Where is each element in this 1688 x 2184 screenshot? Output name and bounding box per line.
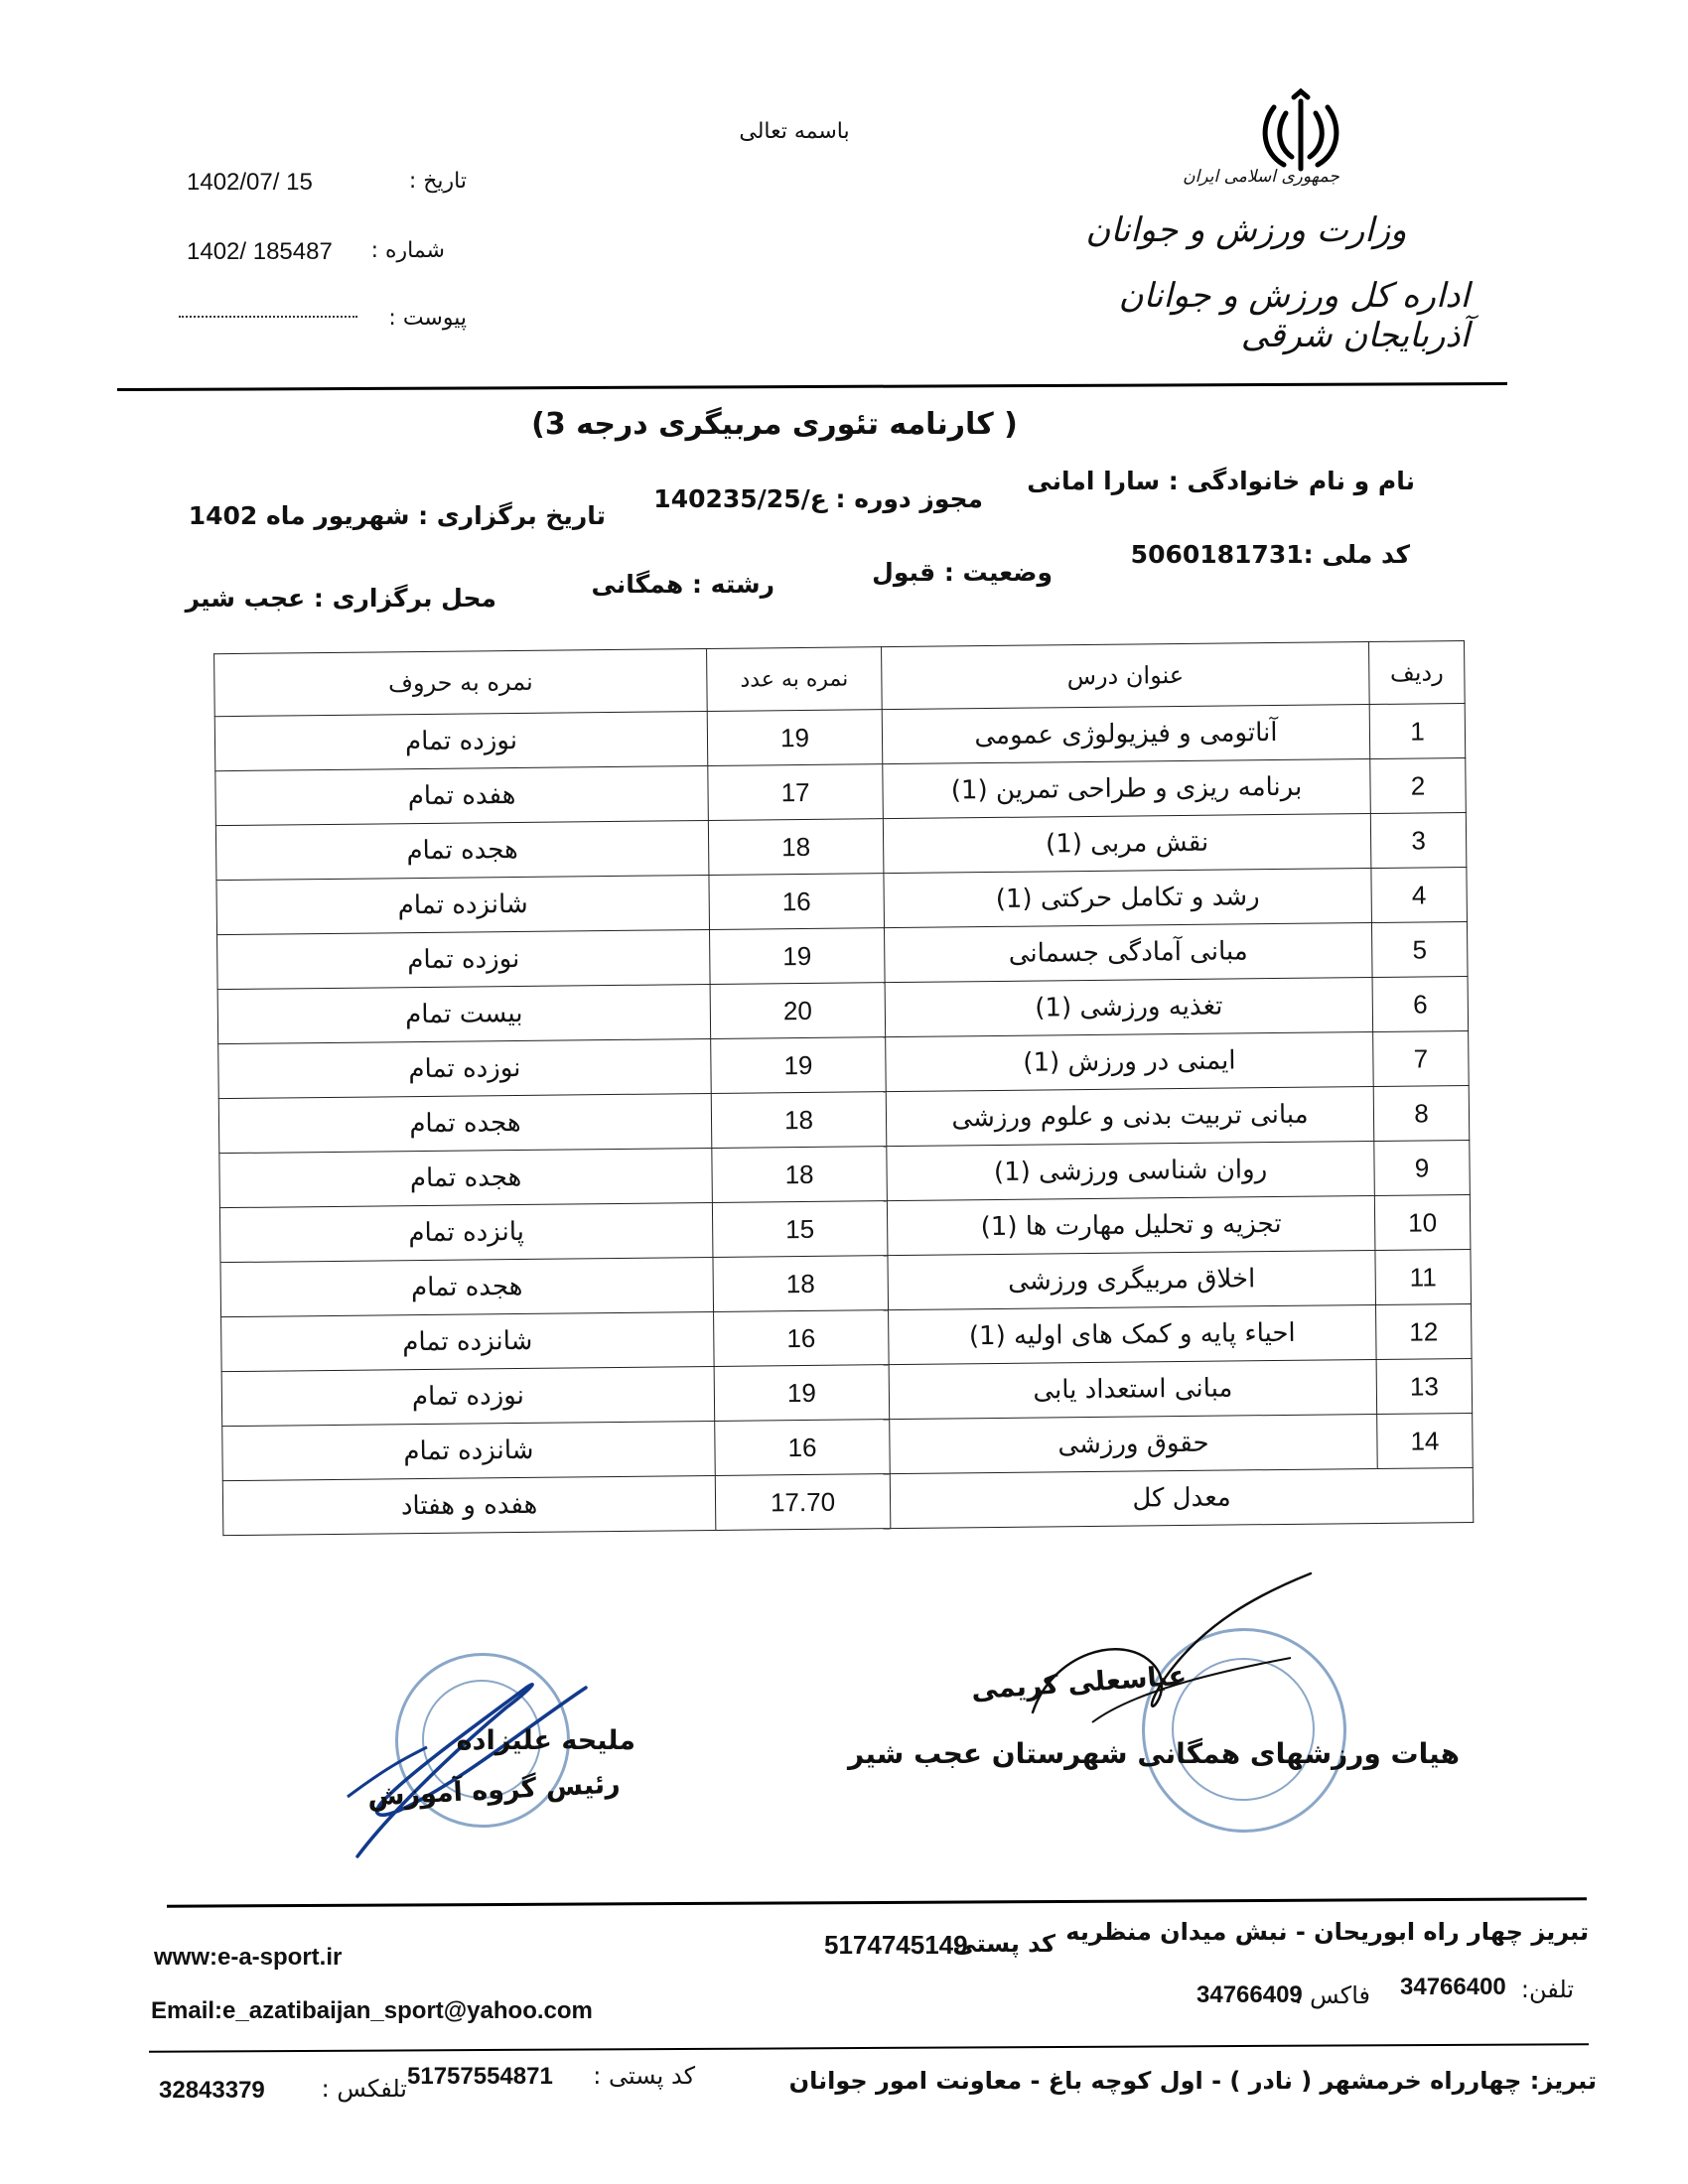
footer-postal-2-value: 51757554871 xyxy=(407,2063,553,2090)
grade-words-cell: هجده تمام xyxy=(219,1148,713,1207)
held-date: تاریخ برگزاری : شهریور ماه 1402 xyxy=(188,501,606,530)
grade-number-cell: 19 xyxy=(714,1365,890,1422)
row-number-cell: 2 xyxy=(1370,757,1467,813)
attachment-dots xyxy=(179,316,357,318)
grade-words-cell: نوزده تمام xyxy=(214,711,708,770)
grade-number-cell: 20 xyxy=(710,983,886,1039)
grade-number-cell: 18 xyxy=(711,1092,887,1149)
right-signer-name: عباسعلی کریمی xyxy=(969,1660,1188,1706)
date-value: 1402/07/ 15 xyxy=(187,169,313,196)
course-title-cell: روان شناسی ورزشی (1) xyxy=(887,1141,1375,1200)
number-label: شماره : xyxy=(370,238,445,263)
field-of-study: رشته : همگانی xyxy=(591,570,774,599)
row-number-cell: 10 xyxy=(1374,1194,1471,1250)
grade-words-cell: شانزده تمام xyxy=(216,875,710,934)
total-words-cell: هفده و هفتاد xyxy=(222,1475,716,1535)
footer-telefax-value: 32843379 xyxy=(159,2077,265,2104)
grade-number-cell: 16 xyxy=(714,1310,890,1367)
row-number-cell: 3 xyxy=(1370,812,1467,868)
footer-phone-label: تلفن: xyxy=(1520,1976,1574,2003)
footer-postal-1-label: کد پستی xyxy=(952,1930,1055,1958)
grade-number-cell: 18 xyxy=(712,1147,888,1203)
grades-body xyxy=(214,704,1474,1536)
course-title-cell: حقوق ورزشی xyxy=(890,1414,1378,1473)
course-title-cell: تجزیه و تحلیل مهارت ها (1) xyxy=(887,1195,1375,1255)
header-divider xyxy=(117,382,1507,391)
row-number-cell: 1 xyxy=(1369,704,1466,759)
footer-phone-value: 34766400 xyxy=(1400,1974,1506,2000)
total-label-cell: معدل کل xyxy=(890,1467,1474,1528)
attachment-label: پیوست : xyxy=(388,306,467,331)
student-name: نام و نام خانوادگی : سارا امانی xyxy=(1027,467,1415,495)
course-title-cell: اخلاق مربیگری ورزشی xyxy=(888,1250,1376,1309)
footer-address-2: تبریز: چهارراه خرمشهر ( نادر ) - اول کوچه باغ - معاونت امور جوانان xyxy=(788,2067,1597,2095)
grade-words-cell: هجده تمام xyxy=(218,1093,712,1153)
right-signer-title: هیات ورزشهای همگانی شهرستان عجب شیر xyxy=(847,1737,1460,1770)
header-num: نمره به عدد xyxy=(707,647,883,712)
footer-fax-label: فاکس : xyxy=(1294,1981,1370,2009)
header-course: عنوان درس xyxy=(882,642,1370,710)
grade-number-cell: 19 xyxy=(711,1037,887,1094)
status: وضعیت : قبول xyxy=(872,558,1053,587)
row-number-cell: 6 xyxy=(1372,976,1469,1031)
grade-words-cell: هجده تمام xyxy=(215,820,709,880)
grade-words-cell: نوزده تمام xyxy=(221,1366,715,1426)
grade-number-cell: 15 xyxy=(712,1201,888,1258)
footer-divider-bottom xyxy=(149,2043,1589,2053)
total-number-cell: 17.70 xyxy=(715,1474,891,1531)
grade-words-cell: بیست تمام xyxy=(217,984,711,1043)
row-number-cell: 5 xyxy=(1371,921,1468,977)
row-number-cell: 8 xyxy=(1373,1085,1470,1141)
course-title-cell: تغذیه ورزشی (1) xyxy=(885,977,1373,1036)
row-number-cell: 9 xyxy=(1374,1140,1471,1195)
grade-number-cell: 16 xyxy=(709,874,885,930)
grade-words-cell: هفده تمام xyxy=(215,765,709,825)
venue: محل برگزاری : عجب شیر xyxy=(185,584,496,613)
org-ministry: وزارت ورزش و جوانان xyxy=(1085,210,1407,250)
letter-attachment xyxy=(169,306,467,345)
letter-number xyxy=(169,238,467,278)
footer-address-1: تبریز چهار راه ابوریحان - نبش میدان منظریه xyxy=(1065,1918,1589,1946)
footer-postal-1-value: 5174745149 xyxy=(824,1930,968,1960)
row-number-cell: 7 xyxy=(1373,1030,1470,1086)
grades-table xyxy=(213,640,1474,1536)
row-number-cell: 11 xyxy=(1375,1249,1472,1304)
row-number-cell: 13 xyxy=(1376,1358,1473,1414)
footer-email: Email:e_azatibaijan_sport@yahoo.com xyxy=(151,1997,593,2024)
grade-words-cell: شانزده تمام xyxy=(222,1421,716,1480)
row-number-cell: 12 xyxy=(1376,1303,1473,1359)
grade-words-cell: شانزده تمام xyxy=(221,1311,715,1371)
grade-words-cell: هجده تمام xyxy=(220,1257,714,1316)
left-signer-name: ملیحه علیزاده xyxy=(456,1725,635,1756)
iran-emblem-icon xyxy=(1256,87,1345,177)
org-republic: جمهوری اسلامی ایران xyxy=(1183,167,1339,187)
course-title-cell: برنامه ریزی و طراحی تمرین (1) xyxy=(883,759,1371,819)
course-title-cell: ایمنی در ورزش (1) xyxy=(886,1031,1374,1091)
course-title-cell: نقش مربی (1) xyxy=(883,814,1371,874)
number-value: 1402/ 185487 xyxy=(187,238,333,265)
course-title-cell: آناتومی و فیزیولوژی عمومی xyxy=(882,705,1370,764)
course-title-cell: مبانی تربیت بدنی و علوم ورزشی xyxy=(886,1086,1374,1146)
grade-words-cell: پانزده تمام xyxy=(219,1202,713,1262)
footer-website: www:e-a-sport.ir xyxy=(154,1944,343,1971)
footer-telefax-label: تلفکس : xyxy=(321,2075,407,2103)
course-title-cell: رشد و تکامل حرکتی (1) xyxy=(884,868,1372,927)
row-number-cell: 14 xyxy=(1377,1413,1474,1468)
grade-number-cell: 18 xyxy=(713,1256,889,1312)
grade-words-cell: نوزده تمام xyxy=(217,929,711,989)
report-title: ( کارنامه تئوری مربیگری درجه 3) xyxy=(531,407,1018,442)
footer-divider-top xyxy=(167,1897,1587,1907)
grade-number-cell: 16 xyxy=(715,1420,891,1476)
footer-postal-2-label: کد پستی : xyxy=(593,2062,695,2090)
grade-words-cell: نوزده تمام xyxy=(218,1038,712,1098)
footer-fax-value: 34766409 xyxy=(1196,1981,1303,2008)
letter-date xyxy=(169,169,467,208)
course-title-cell: مبانی آمادگی جسمانی xyxy=(885,922,1373,982)
bismillah-text: باسمه تعالی xyxy=(739,119,850,144)
course-permit: مجوز دوره : ع/140235/25 xyxy=(653,484,983,513)
date-label: تاریخ : xyxy=(408,169,467,194)
header-row-number: ردیف xyxy=(1369,641,1466,705)
header-words: نمره به حروف xyxy=(214,648,708,716)
course-title-cell: مبانی استعداد یابی xyxy=(889,1359,1377,1419)
left-signer-title: رئیس گروه آموزش xyxy=(366,1768,622,1813)
grade-number-cell: 19 xyxy=(710,928,886,985)
total-row xyxy=(222,1467,1474,1535)
national-code: کد ملی :5060181731 xyxy=(1130,540,1410,569)
row-number-cell: 4 xyxy=(1371,867,1468,922)
course-title-cell: احیاء پایه و کمک های اولیه (1) xyxy=(889,1304,1377,1364)
grade-number-cell: 17 xyxy=(708,764,884,821)
left-signature-scribble-icon xyxy=(328,1648,645,1876)
grade-number-cell: 18 xyxy=(708,819,884,876)
org-office: اداره کل ورزش و جوانان آذربایجان شرقی xyxy=(1118,276,1470,355)
grade-number-cell: 19 xyxy=(707,710,883,766)
